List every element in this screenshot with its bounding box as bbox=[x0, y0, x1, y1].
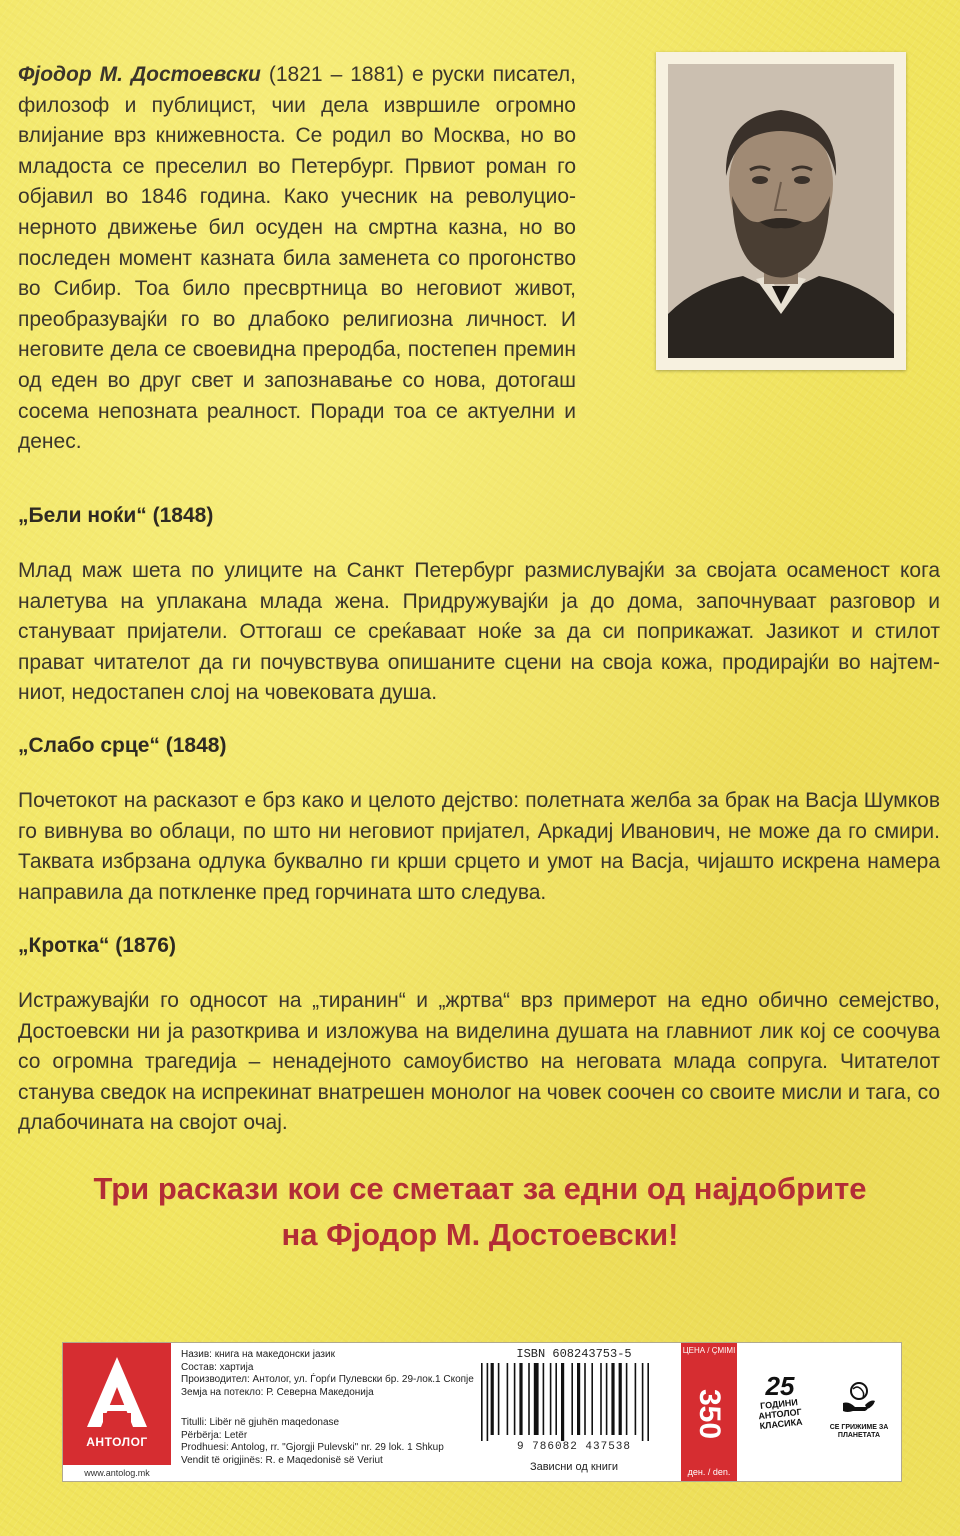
meta-albanian bbox=[181, 1417, 471, 1467]
meta-line: Земја на потекло: Р. Северна Македонија bbox=[181, 1386, 374, 1398]
website-link[interactable]: www.antolog.mk bbox=[84, 1468, 150, 1478]
author-name: Фјодор М. Достоевски bbox=[18, 63, 261, 86]
meta-line: Состав: хартија bbox=[181, 1361, 254, 1373]
logo-word: АНТОЛОГ bbox=[86, 1435, 148, 1449]
price-label-bottom: ден. / den. bbox=[687, 1467, 731, 1477]
planet-text: СЕ ГРИЖИМЕ ЗА ПЛАНЕТАТА bbox=[829, 1424, 889, 1439]
anniversary-text: ГОДИНИ АНТОЛОГ КЛАСИКА bbox=[757, 1397, 803, 1432]
meta-macedonian bbox=[181, 1349, 474, 1399]
anniversary-number: 25 bbox=[765, 1371, 795, 1401]
meta-line: Назив: книга на македонски јазик bbox=[181, 1349, 335, 1360]
story-title-beli-nokji: „Бели ноќи“ (1848) bbox=[18, 504, 214, 527]
author-bio bbox=[18, 60, 576, 458]
antolog-logo bbox=[63, 1343, 171, 1465]
slogan-line-2: на Фјодор М. Достоевски! bbox=[281, 1217, 679, 1252]
story-text-beli-nokji: Млад маж шета по улиците на Санкт Петербург размислувајќи за својата осаменост кога налетува на уплакана млада жена. Придружувајќи ја до дома, започнуваат разговор и стануваат пријатели. Оттогаш се среќаваат ноќе за да си поприкажат. Јазикот и стилот прават читателот да ги почувствува опишаните сцени на своја кожа, продирајќи во најтем-ниот, недостапен слој на човековата душа. bbox=[18, 559, 940, 705]
author-bio-text: (1821 – 1881) е руски писател, филозоф и публицист, чии дела извршиле огромно влијание врз книжевноста. Се родил во Москва, но во младоста се преселил во Петербург. Првиот роман го објавил во 1846 година. Како учесник на револуцио-нерното движење бил осуден на смртна казна, но во последен момент казната била заменета со прогонство во Сибир. Тоа било пресвртница во неговиот живот, преобразувајќи го во длабоко религиозна личност. И неговите дела се своевидна преродба, постепен премин од еден во друг свет и запознавање со нова, дотогаш сосема непозната реалност. Поради тоа се актуелни и денес. bbox=[18, 63, 576, 454]
meta-line: Titulli: Libër në gjuhën maqedonase bbox=[181, 1417, 340, 1428]
meta-line: Vendit të origjinës: R. e Maqedonisë së Veriut bbox=[181, 1454, 383, 1466]
planet-badge bbox=[823, 1379, 895, 1440]
antolog-logo-icon bbox=[63, 1343, 171, 1435]
author-portrait-frame bbox=[656, 52, 906, 370]
story-text-krotka: Истражувајќи го односот на „тиранин“ и „жртва“ врз примерот на едно обично семејство, Достоевски ни ја разоткрива и изложува на виделина душата на главниот лик кој се соочува со огромна трагедија – ненадејното самоубиство на неговата млада сопруга. Читателот станува сведок на испрекинат внатрешен монолог на човек соочен со своите мисли и тага, со длабочината на својот очај. bbox=[18, 989, 940, 1135]
anniversary-badge bbox=[747, 1371, 813, 1432]
meta-line: Производител: Антолог, ул. Ѓорѓи Пулевски бр. 29-лок.1 Скопје bbox=[181, 1374, 474, 1385]
story-text-slabo-srce: Почетокот на расказот е брз како и целото дејство: полетната желба за брак на Васја Шумков го вивнува во облаци, по што ни неговиот пријател, Аркадиј Иванович, не може да го смири. Таквата избрзана одлука буквално ги крши срцето и умот на Васја, чијашто искрена намера направила да поткленке пред горчината што следува. bbox=[18, 789, 940, 904]
isbn-number: ISBN 608243753-5 bbox=[516, 1347, 632, 1361]
depends-on-books: Зависни од книги bbox=[529, 1461, 619, 1473]
barcode bbox=[471, 1347, 677, 1459]
meta-line: Prodhuesi: Antolog, rr. "Gjorgji Pulevski" nr. 29 lok. 1 Shkup bbox=[181, 1442, 444, 1453]
ean-number: 9 786082 437538 bbox=[516, 1441, 632, 1453]
author-portrait bbox=[668, 64, 894, 358]
story-title-slabo-srce: „Слабо срце“ (1848) bbox=[18, 734, 227, 757]
publisher-info-band bbox=[62, 1342, 902, 1482]
slogan-line-1: Три раскази кои се сметаат за едни од најдобрите bbox=[93, 1171, 867, 1206]
meta-line: Përbërja: Letër bbox=[181, 1429, 248, 1441]
price-label-top: ЦЕНА / ÇMIMI bbox=[682, 1346, 736, 1355]
story-title-krotka: „Кротка“ (1876) bbox=[18, 934, 176, 957]
barcode-icon bbox=[471, 1363, 677, 1443]
planet-hands-icon bbox=[839, 1379, 879, 1419]
price-value: 350 bbox=[693, 1388, 726, 1440]
price-box bbox=[681, 1343, 737, 1481]
